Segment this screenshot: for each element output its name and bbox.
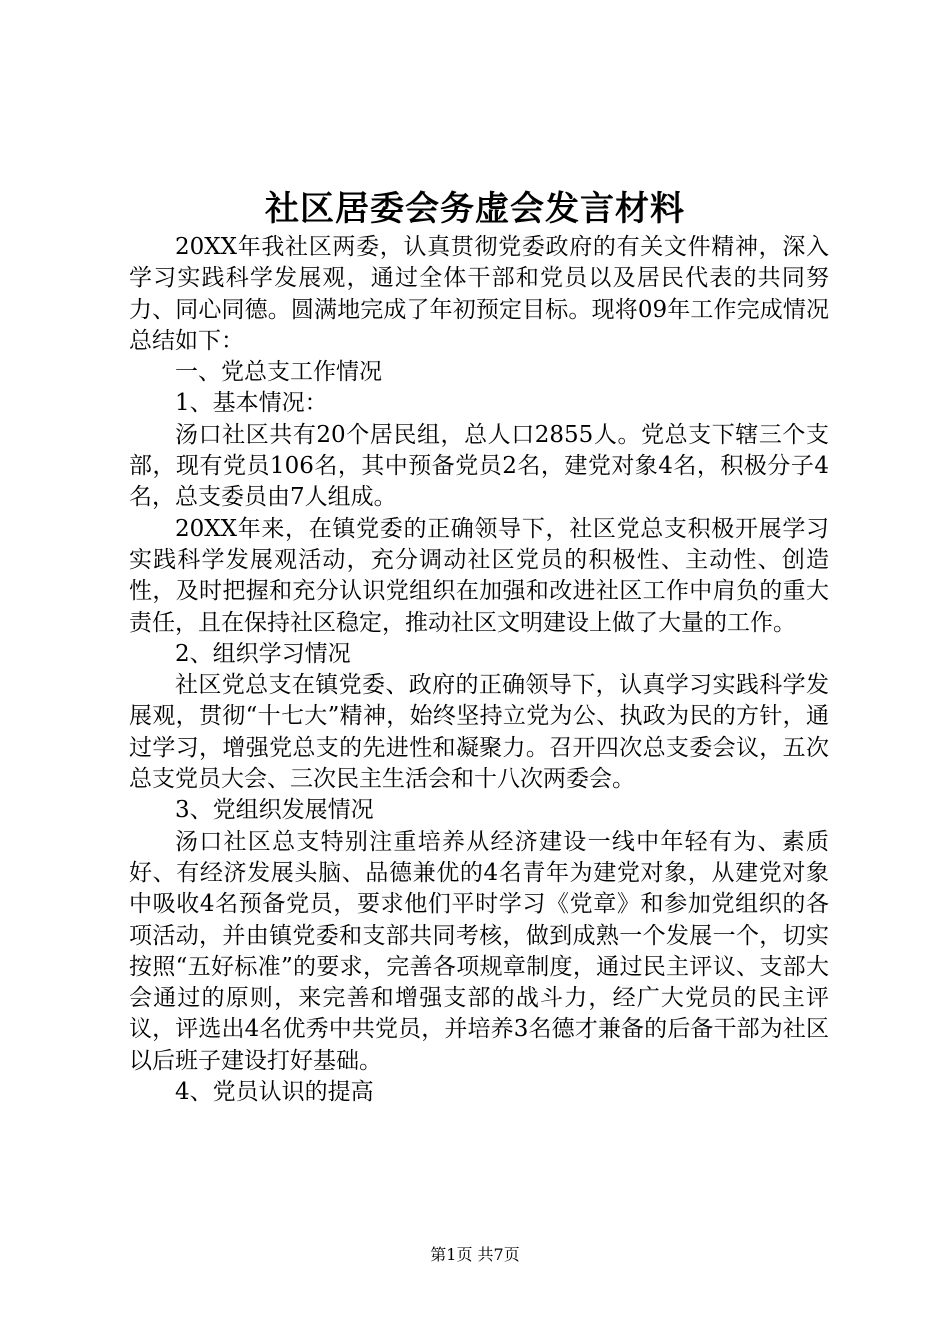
- intro-paragraph: 20XX年我社区两委，认真贯彻党委政府的有关文件精神，深入学习实践科学发展观，通过全体干部和党员以及居民代表的共同努力、同心同德。圆满地完成了年初预定目标。现将09年工作完成情况总结如下：: [129, 234, 829, 354]
- subsection-heading-basic-info: 1、基本情况：: [175, 390, 328, 417]
- subsection-heading-development: 3、党组织发展情况: [175, 797, 374, 824]
- basic-info-paragraph: 汤口社区共有20个居民组，总人口2855人。党总支下辖三个支部，现有党员106名，其中预备党员2名，建党对象4名，积极分子4名，总支委员由7人组成。: [129, 421, 829, 511]
- document-body: [129, 232, 829, 1108]
- subsection-heading-awareness: 4、党员认识的提高: [175, 1079, 374, 1106]
- document-title: 社区居委会务虚会发言材料: [265, 189, 685, 229]
- section-heading-party-work: 一、党总支工作情况: [175, 359, 382, 386]
- annual-work-paragraph: 20XX年来，在镇党委的正确领导下，社区党总支积极开展学习实践科学发展观活动，充分调动社区党员的积极性、主动性、创造性，及时把握和充分认识党组织在加强和改进社区工作中肩负的重大责任，且在保持社区稳定，推动社区文明建设上做了大量的工作。: [129, 515, 829, 636]
- page-number: 第1页 共7页: [430, 1245, 520, 1264]
- development-paragraph: 汤口社区总支特别注重培养从经济建设一线中年轻有为、素质好、有经济发展头脑、品德兼优的4名青年为建党对象，从建党对象中吸收4名预备党员，要求他们平时学习《党章》和参加党组织的各项活动，并由镇党委和支部共同考核，做到成熟一个发展一个，切实按照“五好标准”的要求，完善各项规章制度，通过民主评议、支部大会通过的原则，来完善和增强支部的战斗力，经广大党员的民主评议，评选出4名优秀中共党员，并培养3名德才兼备的后备干部为社区以后班子建设打好基础。: [129, 828, 829, 1074]
- subsection-heading-study: 2、组织学习情况: [175, 640, 351, 667]
- study-paragraph: 社区党总支在镇党委、政府的正确领导下，认真学习实践科学发展观，贯彻“十七大”精神，始终坚持立党为公、执政为民的方针，通过学习，增强党总支的先进性和凝聚力。召开四次总支委会议，五次总支党员大会、三次民主生活会和十八次两委会。: [129, 672, 829, 793]
